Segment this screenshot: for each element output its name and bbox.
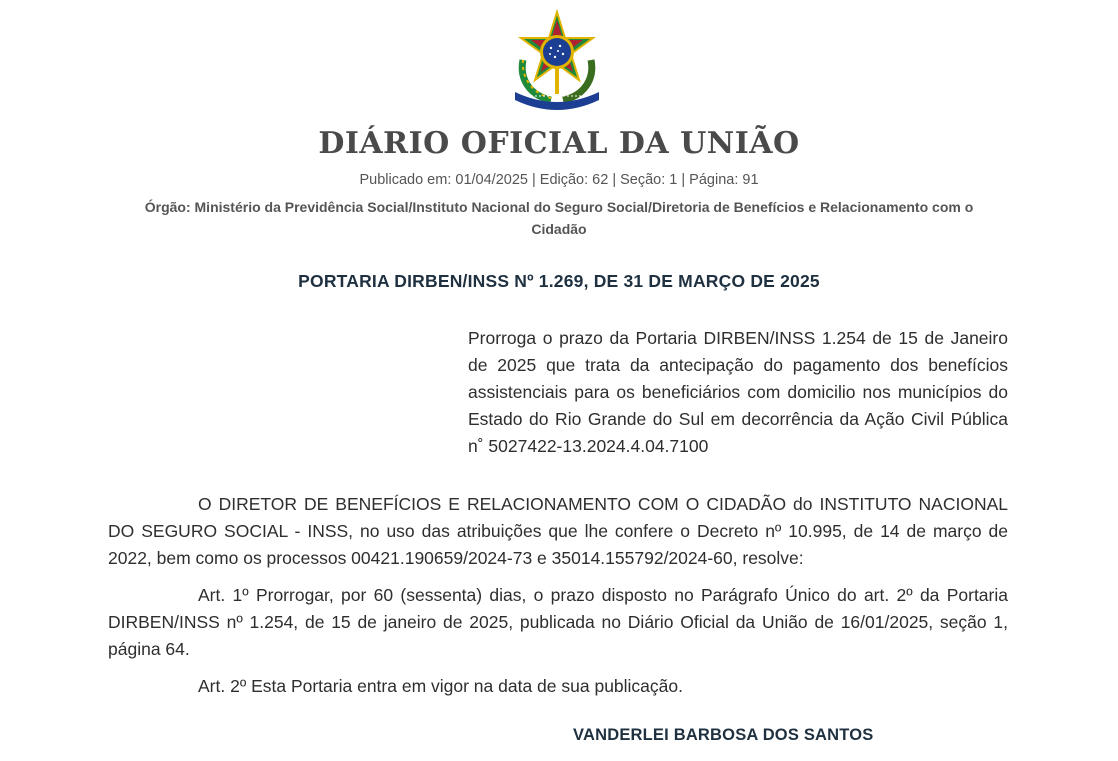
article-2-paragraph: Art. 2º Esta Portaria entra em vigor na data de sua publicação. xyxy=(198,676,683,696)
portaria-title: PORTARIA DIRBEN/INSS Nº 1.269, DE 31 DE MARÇO DE 2025 xyxy=(298,271,820,291)
document-body xyxy=(108,491,1008,710)
signature-name: VANDERLEI BARBOSA DOS SANTOS xyxy=(573,726,874,744)
publication-info: Publicado em: 01/04/2025 | Edição: 62 | Seção: 1 | Página: 91 xyxy=(359,172,759,188)
page-title: DIÁRIO OFICIAL DA UNIÃO xyxy=(318,126,800,161)
article-1-paragraph: Art. 1º Prorrogar, por 60 (sessenta) dias, o prazo disposto no Parágrafo Único do art. 2º da Portaria DIRBEN/INSS nº 1.254, de 15 de janeiro de 2025, publicada no Diário Oficial da União de 16/01/2025, seção 1, página 64. xyxy=(108,585,1008,659)
brazil-coat-of-arms-icon xyxy=(505,8,609,112)
ementa: Prorroga o prazo da Portaria DIRBEN/INSS 1.254 de 15 de Janeiro de 2025 que trata da antecipação do pagamento dos benefícios assistenciais para os beneficiários com domicilio nos municípios do Estado do Rio Grande do Sul em decorrência da Ação Civil Pública n˚ 5027422-13.2024.4.04.7100 xyxy=(468,328,1008,456)
orgao-line: Órgão: Ministério da Previdência Social/Instituto Nacional do Seguro Social/Diretoria de Benefícios e Relacionamento com o Cidadão xyxy=(144,199,974,237)
preamble-paragraph: O DIRETOR DE BENEFÍCIOS E RELACIONAMENTO COM O CIDADÃO do INSTITUTO NACIONAL DO SEGURO SOCIAL - INSS, no uso das atribuições que lhe confere o Decreto nº 10.995, de 14 de março de 2022, bem como os processos 00421.190659/2024-73 e 35014.155792/2024-60, resolve: xyxy=(108,494,1008,568)
